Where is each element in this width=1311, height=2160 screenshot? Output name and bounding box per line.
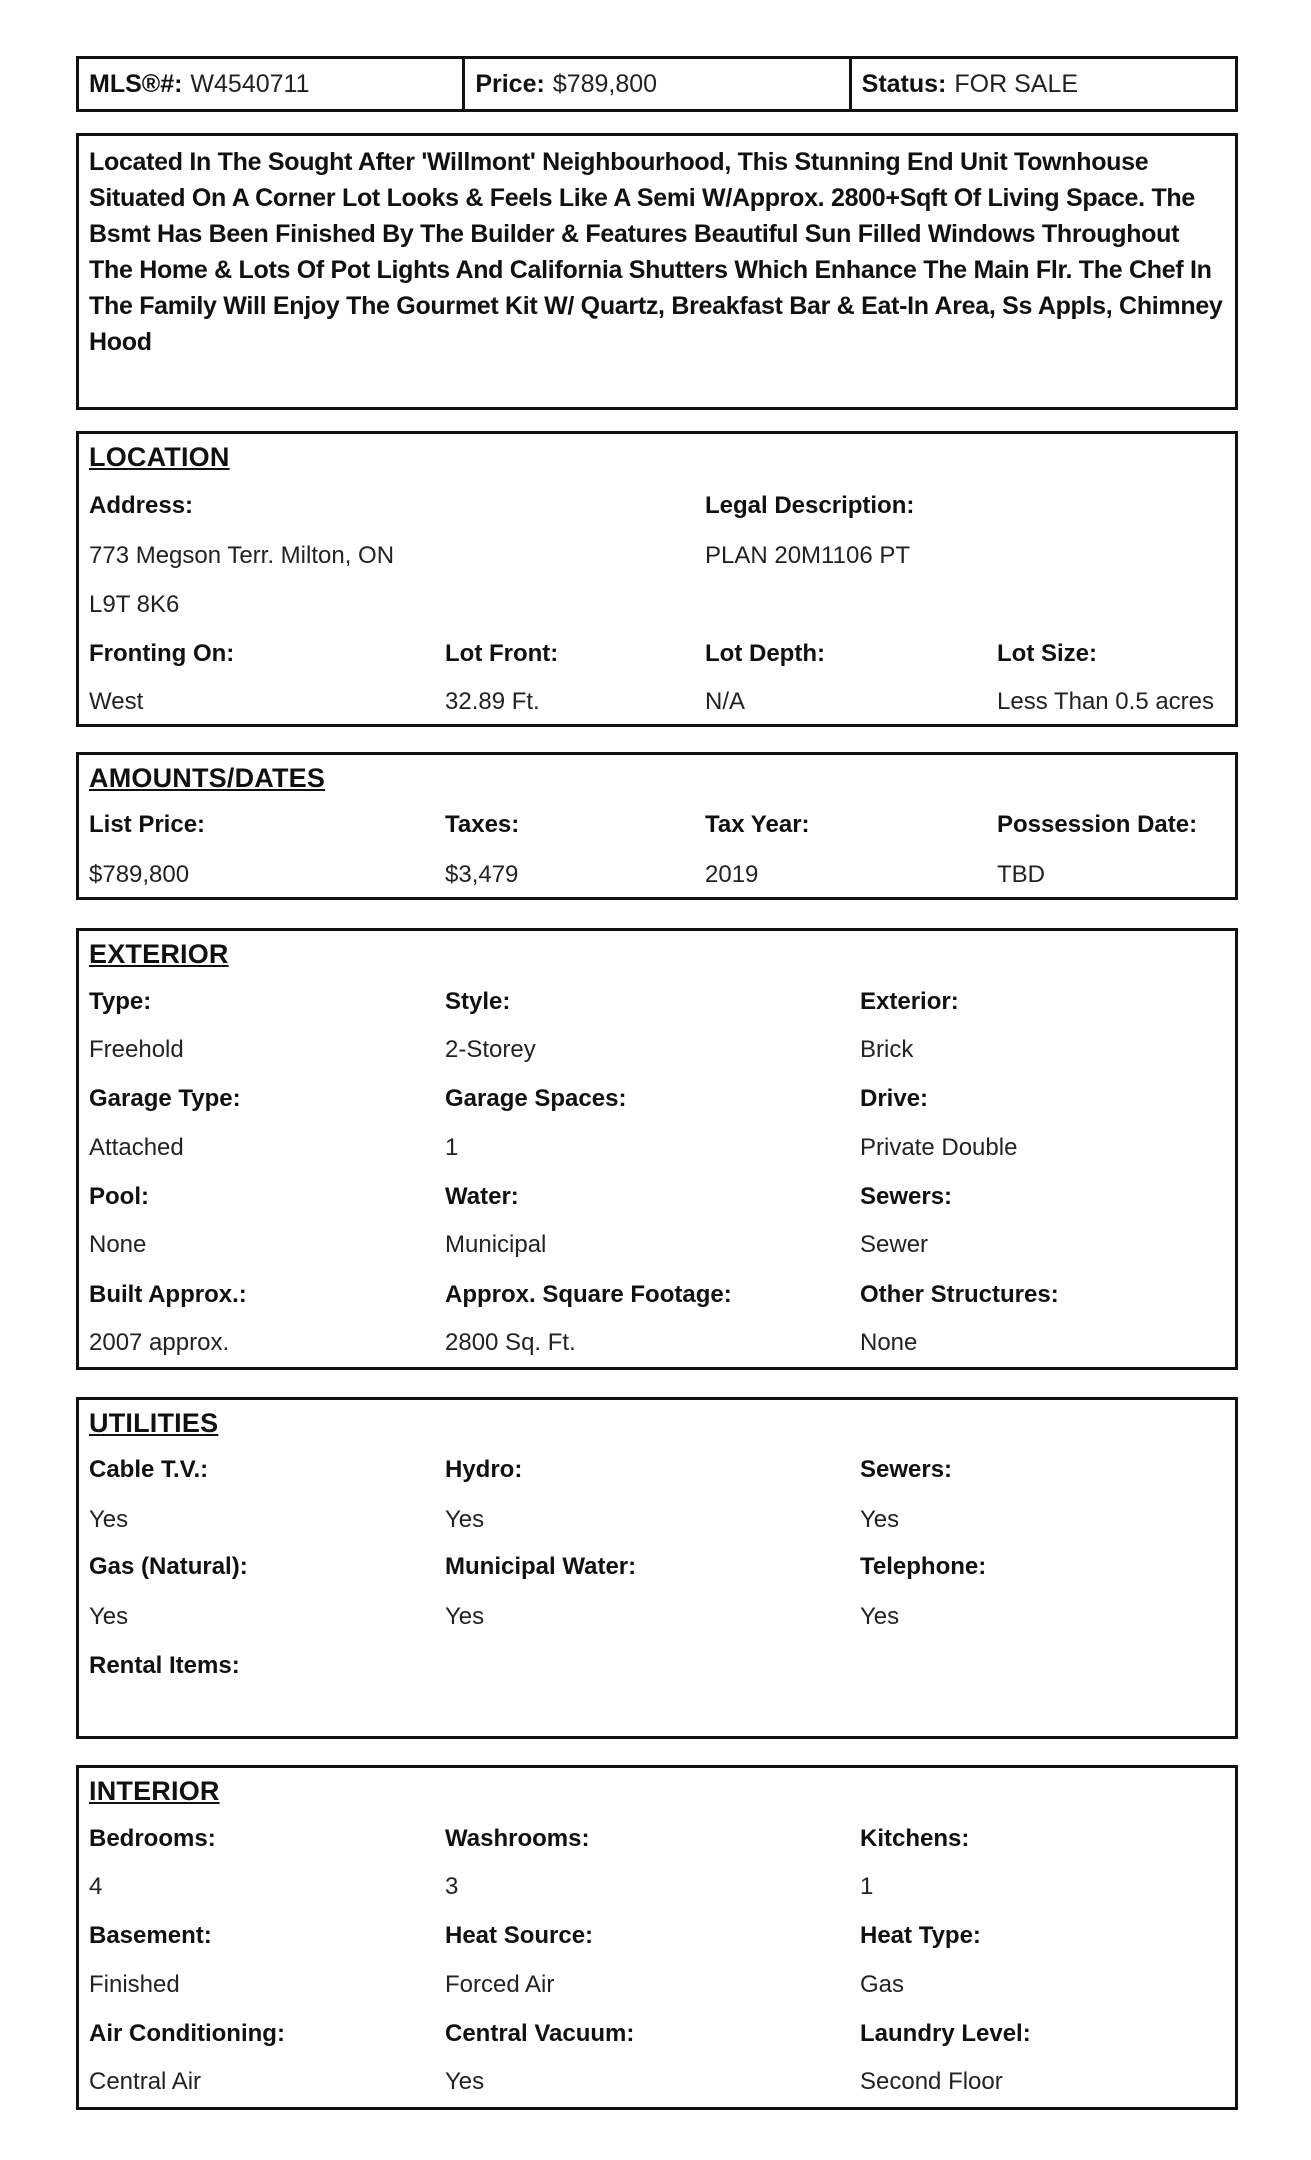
cable-tv-label: Cable T.V.: xyxy=(89,1456,209,1483)
lot-size-value: Less Than 0.5 acres xyxy=(997,688,1215,715)
basement-label: Basement: xyxy=(89,1922,212,1949)
section-title-amounts: AMOUNTS/DATES xyxy=(89,763,326,793)
list-price-value: $789,800 xyxy=(89,861,190,888)
pool-value: None xyxy=(89,1231,147,1258)
legal-description-value: PLAN 20M1106 PT xyxy=(705,542,910,569)
list-price-label: List Price: xyxy=(89,811,206,838)
water-value: Municipal xyxy=(445,1231,547,1258)
utilities-section xyxy=(76,1397,1238,1739)
exterior-label: Exterior: xyxy=(860,988,959,1015)
built-approx-label: Built Approx.: xyxy=(89,1281,247,1308)
listing-description: Located In The Sought After 'Willmont' Neighbourhood, This Stunning End Unit Townhouse Situated On A Corner Lot Looks & Feels Like A Semi W/Approx. 2800+Sqft Of Living Space. The Bsmt Has Been Finished By The Builder & Features Beautiful Sun Filled Windows Throughout The Home & Lots Of Pot Lights And California Shutters Which Enhance The Main Flr. The Chef In The Family Will Enjoy The Gourmet Kit W/ Quartz, Breakfast Bar & Eat-In Area, Ss Appls, Chimney Hood xyxy=(76,133,1238,410)
taxes-value: $3,479 xyxy=(445,861,519,888)
fronting-label: Fronting On: xyxy=(89,640,235,667)
kitchens-label: Kitchens: xyxy=(860,1825,970,1852)
section-title-utilities: UTILITIES xyxy=(89,1408,219,1438)
taxes-label: Taxes: xyxy=(445,811,520,838)
listing-header xyxy=(76,56,1238,112)
lot-depth-value: N/A xyxy=(705,688,746,715)
price-value: $789,800 xyxy=(552,69,658,98)
legal-description-label: Legal Description: xyxy=(705,492,915,519)
laundry-level-label: Laundry Level: xyxy=(860,2020,1031,2047)
other-structures-value: None xyxy=(860,1329,918,1356)
style-label: Style: xyxy=(445,988,511,1015)
possession-date-value: TBD xyxy=(997,861,1045,888)
sewers-label: Sewers: xyxy=(860,1183,953,1210)
hydro-label: Hydro: xyxy=(445,1456,523,1483)
air-conditioning-value: Central Air xyxy=(89,2068,202,2095)
exterior-section xyxy=(76,928,1238,1370)
tax-year-value: 2019 xyxy=(705,861,759,888)
square-footage-value: 2800 Sq. Ft. xyxy=(445,1329,576,1356)
rental-items-label: Rental Items: xyxy=(89,1652,240,1679)
heat-type-label: Heat Type: xyxy=(860,1922,981,1949)
fronting-value: West xyxy=(89,688,144,715)
location-section xyxy=(76,431,1238,727)
drive-value: Private Double xyxy=(860,1134,1018,1161)
mls-cell xyxy=(79,59,465,109)
bedrooms-value: 4 xyxy=(89,1873,103,1900)
status-value: FOR SALE xyxy=(954,69,1079,98)
central-vacuum-value: Yes xyxy=(445,2068,485,2095)
interior-section xyxy=(76,1765,1238,2110)
gas-natural-label: Gas (Natural): xyxy=(89,1553,248,1580)
status-cell xyxy=(852,59,1235,109)
gas-natural-value: Yes xyxy=(89,1603,129,1630)
built-approx-value: 2007 approx. xyxy=(89,1329,230,1356)
washrooms-value: 3 xyxy=(445,1873,459,1900)
lot-front-label: Lot Front: xyxy=(445,640,559,667)
air-conditioning-label: Air Conditioning: xyxy=(89,2020,285,2047)
garage-spaces-label: Garage Spaces: xyxy=(445,1085,627,1112)
price-cell xyxy=(465,59,851,109)
address-line1: 773 Megson Terr. Milton, ON xyxy=(89,542,395,569)
telephone-value: Yes xyxy=(860,1603,900,1630)
bedrooms-label: Bedrooms: xyxy=(89,1825,216,1852)
municipal-water-value: Yes xyxy=(445,1603,485,1630)
type-value: Freehold xyxy=(89,1036,184,1063)
garage-spaces-value: 1 xyxy=(445,1134,459,1161)
laundry-level-value: Second Floor xyxy=(860,2068,1003,2095)
lot-front-value: 32.89 Ft. xyxy=(445,688,540,715)
telephone-label: Telephone: xyxy=(860,1553,987,1580)
drive-label: Drive: xyxy=(860,1085,929,1112)
style-value: 2-Storey xyxy=(445,1036,536,1063)
status-label: Status: xyxy=(861,69,947,98)
central-vacuum-label: Central Vacuum: xyxy=(445,2020,635,2047)
utilities-sewers-label: Sewers: xyxy=(860,1456,953,1483)
square-footage-label: Approx. Square Footage: xyxy=(445,1281,732,1308)
heat-source-value: Forced Air xyxy=(445,1971,555,1998)
lot-depth-label: Lot Depth: xyxy=(705,640,825,667)
tax-year-label: Tax Year: xyxy=(705,811,810,838)
basement-value: Finished xyxy=(89,1971,180,1998)
type-label: Type: xyxy=(89,988,152,1015)
sewers-value: Sewer xyxy=(860,1231,929,1258)
section-title-interior: INTERIOR xyxy=(89,1776,220,1806)
hydro-value: Yes xyxy=(445,1506,485,1533)
washrooms-label: Washrooms: xyxy=(445,1825,590,1852)
price-label: Price: xyxy=(475,69,545,98)
heat-source-label: Heat Source: xyxy=(445,1922,594,1949)
section-title-exterior: EXTERIOR xyxy=(89,939,229,969)
municipal-water-label: Municipal Water: xyxy=(445,1553,637,1580)
garage-type-label: Garage Type: xyxy=(89,1085,241,1112)
mls-label: MLS®#: xyxy=(89,69,183,98)
lot-size-label: Lot Size: xyxy=(997,640,1097,667)
section-title-location: LOCATION xyxy=(89,442,230,472)
water-label: Water: xyxy=(445,1183,519,1210)
heat-type-value: Gas xyxy=(860,1971,905,1998)
cable-tv-value: Yes xyxy=(89,1506,129,1533)
kitchens-value: 1 xyxy=(860,1873,874,1900)
address-line2: L9T 8K6 xyxy=(89,591,180,618)
mls-value: W4540711 xyxy=(190,69,310,98)
other-structures-label: Other Structures: xyxy=(860,1281,1059,1308)
garage-type-value: Attached xyxy=(89,1134,184,1161)
pool-label: Pool: xyxy=(89,1183,149,1210)
exterior-value: Brick xyxy=(860,1036,914,1063)
amounts-section xyxy=(76,752,1238,900)
utilities-sewers-value: Yes xyxy=(860,1506,900,1533)
address-label: Address: xyxy=(89,492,194,519)
possession-date-label: Possession Date: xyxy=(997,811,1198,838)
